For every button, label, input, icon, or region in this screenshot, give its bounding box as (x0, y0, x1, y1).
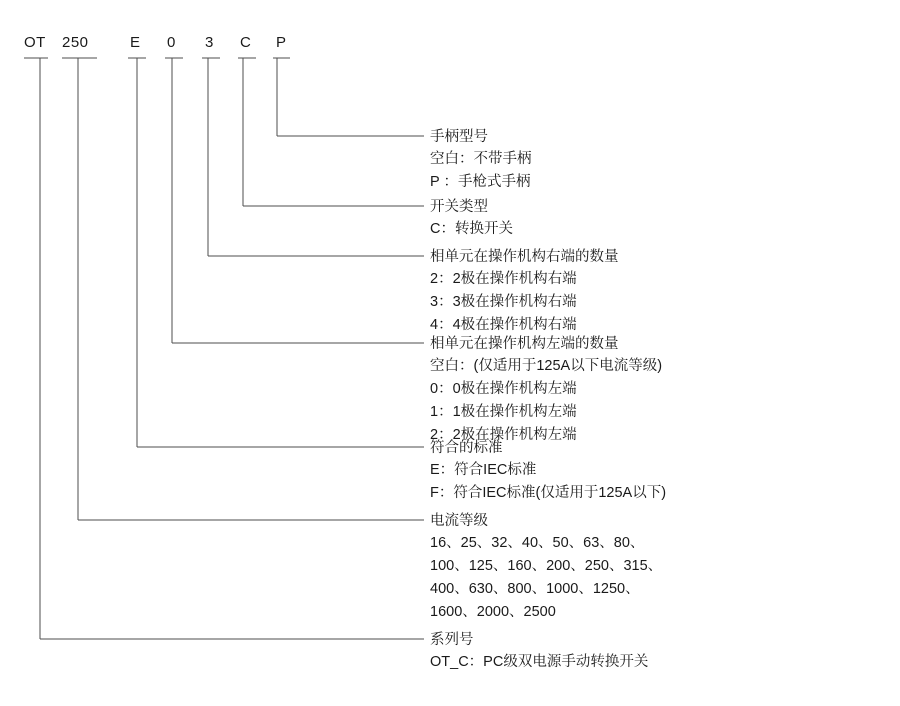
code-token-250: 250 (62, 34, 89, 51)
group-line: 空白：(仅适用于125A以下电流等级) (430, 358, 663, 374)
group-title: 电流等级 (430, 513, 488, 529)
group-poles-left (430, 333, 662, 447)
group-line: 100、125、160、200、250、315、 (430, 558, 663, 574)
group-series (430, 629, 648, 674)
group-line: 1：1极在操作机构左端 (430, 404, 577, 420)
group-title: 相单元在操作机构左端的数量 (430, 336, 619, 352)
group-line: P ：手枪式手柄 (430, 174, 531, 190)
group-poles-right (430, 246, 619, 337)
code-token-e: E (130, 34, 141, 51)
group-line: 16、25、32、40、50、63、80、 (430, 535, 645, 551)
group-line: 2：2极在操作机构右端 (430, 271, 577, 287)
group-title: 系列号 (430, 632, 474, 648)
group-title: 符合的标准 (430, 440, 503, 456)
group-line: F：符合IEC标准(仅适用于125A以下) (430, 485, 667, 501)
group-line: 4：4极在操作机构右端 (430, 317, 577, 333)
group-line: 3：3极在操作机构右端 (430, 294, 577, 310)
group-line: E：符合IEC标准 (430, 462, 537, 478)
group-standard (430, 437, 666, 505)
group-title: 手柄型号 (430, 129, 488, 145)
group-current-rating (430, 510, 662, 624)
code-token-p: P (276, 34, 287, 51)
code-token-0: 0 (167, 34, 176, 51)
group-line: 空白：不带手柄 (430, 151, 532, 167)
group-title: 相单元在操作机构右端的数量 (430, 249, 619, 265)
code-token-3: 3 (205, 34, 214, 51)
group-line: 1600、2000、2500 (430, 604, 556, 620)
group-handle-type (430, 126, 532, 194)
group-line: C：转换开关 (430, 221, 513, 237)
group-line: 0：0极在操作机构左端 (430, 381, 577, 397)
group-title: 开关类型 (430, 199, 488, 215)
group-line: 400、630、800、1000、1250、 (430, 581, 640, 597)
code-token-ot: OT (24, 34, 46, 51)
group-line: 2：2极在操作机构左端 (430, 427, 577, 443)
group-line: OT_C：PC级双电源手动转换开关 (430, 654, 649, 670)
group-switch-type (430, 196, 513, 241)
code-token-c: C (240, 34, 252, 51)
